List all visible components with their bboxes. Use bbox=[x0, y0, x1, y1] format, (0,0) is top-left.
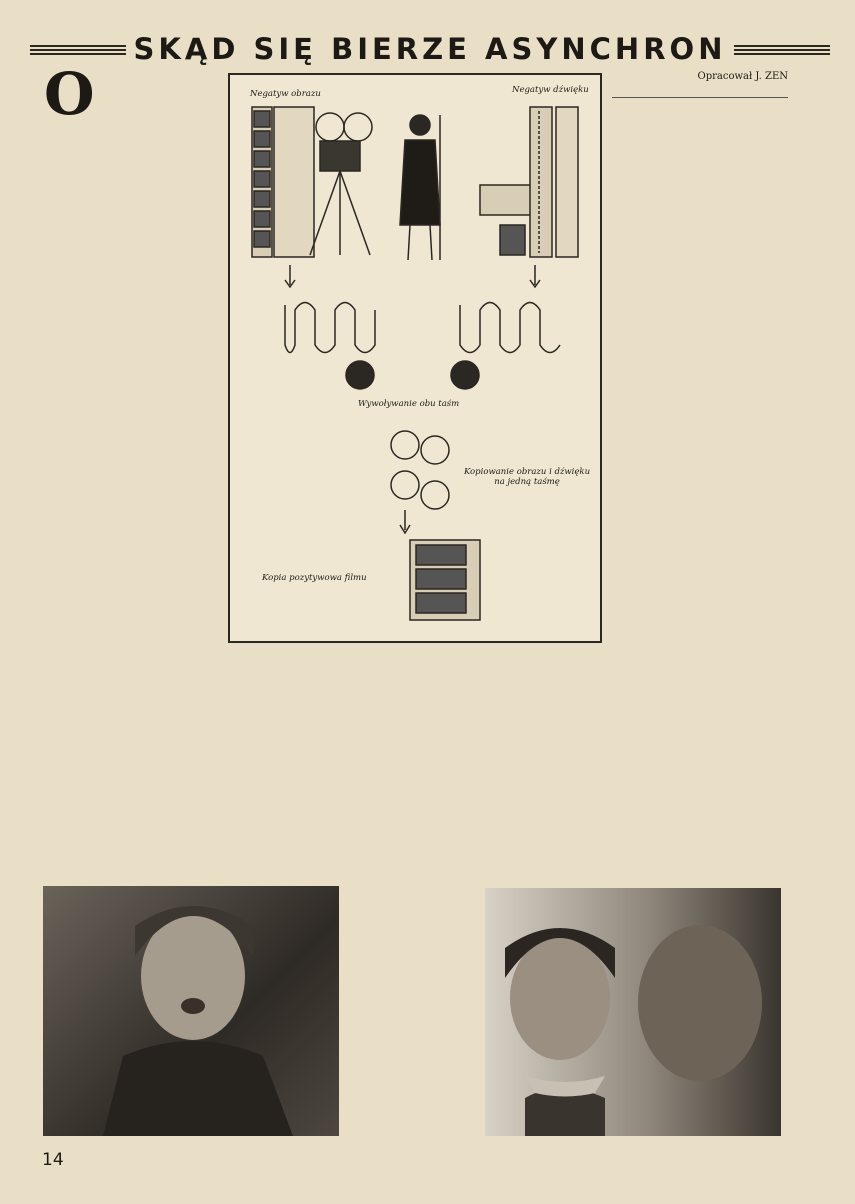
photo-illustration-right bbox=[485, 888, 781, 1136]
label-positive: Kopia pozytywowa filmu bbox=[262, 573, 367, 583]
label-negative-sound: Negatyw dźwięku bbox=[512, 85, 589, 95]
label-develop: Wywoływanie obu taśm bbox=[358, 399, 460, 409]
article-column-1 bbox=[44, 60, 219, 128]
diagram-illustration bbox=[230, 75, 600, 641]
title-rule-right bbox=[734, 43, 830, 55]
film-process-diagram bbox=[228, 73, 602, 643]
page-number: 14 bbox=[42, 1150, 64, 1170]
label-copy: Kopiowanie obrazu i dźwięku na jedną taśmę bbox=[463, 467, 591, 487]
photo-couple-right bbox=[485, 888, 781, 1136]
film-frames-left bbox=[254, 111, 270, 247]
signature: Opracował J. ZEN bbox=[697, 71, 788, 82]
photo-illustration-left bbox=[43, 886, 339, 1136]
footnote bbox=[612, 97, 788, 102]
label-negative-image: Negatyw obrazu bbox=[250, 89, 321, 99]
photo-singer-left bbox=[43, 886, 339, 1136]
article-column-2 bbox=[612, 70, 788, 102]
drop-cap: O bbox=[44, 60, 95, 128]
title-row bbox=[30, 32, 830, 66]
title-rule-left bbox=[30, 43, 126, 55]
page-title: SKĄD SIĘ BIERZE ASYNCHRON bbox=[133, 32, 727, 66]
